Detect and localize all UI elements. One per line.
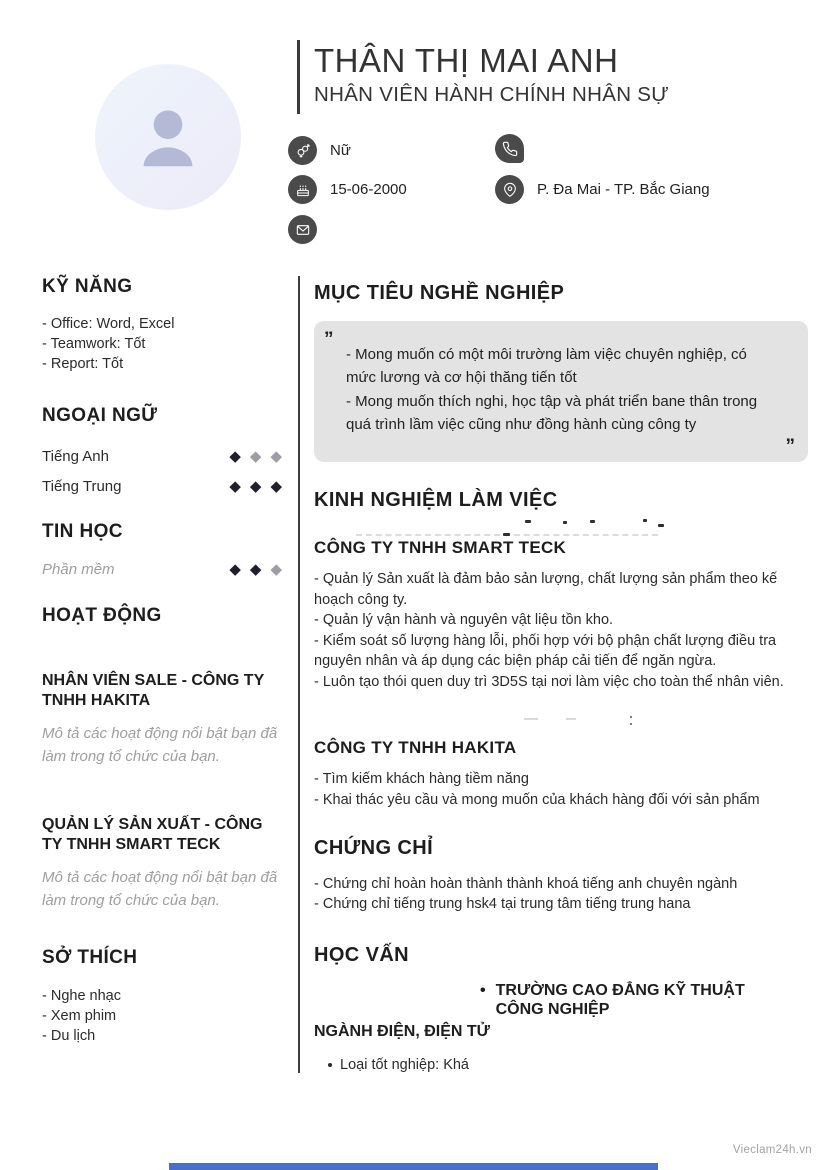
- location-pin-icon: [495, 175, 524, 204]
- language-label: Tiếng Anh: [42, 448, 109, 465]
- main-column: [298, 276, 808, 1073]
- software-label: Phần mềm: [42, 561, 115, 578]
- sidebar: [42, 276, 282, 1046]
- name-block: [297, 40, 669, 114]
- objective-quote-box: [314, 321, 808, 462]
- contact-phone: [495, 134, 537, 163]
- company-name: CÔNG TY TNHH HAKITA: [314, 738, 517, 758]
- language-label: Tiếng Trung: [42, 478, 122, 495]
- activity-description: Mô tả các hoạt động nổi bật bạn đã làm trong tổ chức của bạn.: [42, 869, 278, 909]
- birthday-cake-icon: [288, 175, 317, 204]
- open-quote-icon: ”: [324, 329, 333, 350]
- close-quote-icon: ”: [785, 436, 794, 457]
- bullet-icon: •: [480, 981, 486, 999]
- level-diamond-icon: ◆: [249, 561, 262, 578]
- hobby-item: - Du lịch: [42, 1028, 96, 1045]
- person-icon: [129, 98, 207, 176]
- skills-heading: KỸ NĂNG: [42, 276, 133, 297]
- skill-item: - Report: Tốt: [42, 356, 124, 372]
- objective-heading: MỤC TIÊU NGHỀ NGHIỆP: [314, 282, 565, 304]
- software-level: [229, 562, 282, 577]
- job-title: NHÂN VIÊN HÀNH CHÍNH NHÂN SỰ: [314, 83, 670, 107]
- language-level: [229, 449, 282, 464]
- education-major: NGÀNH ĐIỆN, ĐIỆN TỬ: [314, 1023, 490, 1041]
- experience-bullet: - Kiểm soát số lượng hàng lỗi, phối hợp với bộ phận chất lượng điều tra nguyên nhân và áp dụng các biện pháp cải tiến để ngăn ngừa.: [314, 632, 777, 670]
- activities-heading: HOẠT ĐỘNG: [42, 605, 162, 626]
- level-diamond-icon: ◆: [270, 448, 282, 465]
- phone-icon: [495, 134, 524, 163]
- level-diamond-icon: ◆: [249, 448, 262, 465]
- software-row: [42, 561, 282, 578]
- level-diamond-icon: ◆: [270, 561, 282, 578]
- hobbies-heading: SỞ THÍCH: [42, 947, 138, 969]
- language-level: [229, 479, 282, 494]
- hobby-item: - Xem phim: [42, 1008, 117, 1025]
- birthday-value: 15-06-2000: [330, 181, 407, 198]
- skill-item: - Teamwork: Tốt: [42, 336, 146, 352]
- education-grade: [314, 1057, 808, 1073]
- avatar: [95, 64, 241, 210]
- level-diamond-icon: ◆: [229, 448, 241, 465]
- education-school: [480, 981, 780, 1019]
- gender-value: Nữ: [330, 142, 351, 159]
- education-heading: HỌC VẤN: [314, 943, 410, 966]
- erased-text-artifact: [314, 714, 808, 732]
- language-row: [42, 448, 282, 465]
- contact-birthday: [288, 175, 407, 204]
- address-value: P. Đa Mai - TP. Bắc Giang: [537, 181, 710, 198]
- gender-icon: [288, 136, 317, 165]
- erased-text-artifact: [314, 512, 808, 538]
- hobby-item: - Nghe nhạc: [42, 988, 121, 1005]
- certificate-item: - Chứng chỉ hoàn hoàn thành thành khoá tiếng anh chuyên ngành: [314, 875, 738, 892]
- level-diamond-icon: ◆: [270, 478, 282, 495]
- page-title: THÂN THỊ MAI ANH: [314, 42, 619, 79]
- experience-bullet: - Tìm kiếm khách hàng tiềm năng: [314, 771, 529, 788]
- activity-title: NHÂN VIÊN SALE - CÔNG TY TNHH HAKITA: [42, 672, 264, 709]
- it-heading: TIN HỌC: [42, 521, 123, 542]
- languages-heading: NGOẠI NGỮ: [42, 405, 158, 426]
- objective-line: - Mong muốn có một môi trường làm việc chuyên nghiệp, có mức lương và cơ hội thăng tiến tốt: [346, 346, 747, 387]
- skill-item: - Office: Word, Excel: [42, 316, 175, 332]
- certificates-heading: CHỨNG CHỈ: [314, 836, 434, 859]
- bullet-icon: [328, 1063, 332, 1067]
- bottom-accent-bar: [169, 1163, 658, 1170]
- objective-line: - Mong muốn thích nghi, học tập và phát triển bane thân trong quá trình lầm việc cũng như đồng hành cùng công ty: [346, 392, 758, 433]
- activity-description: Mô tả các hoạt động nổi bật bạn đã làm trong tổ chức của bạn.: [42, 725, 278, 765]
- certificate-item: - Chứng chỉ tiếng trung hsk4 tại trung tâm tiếng trung hana: [314, 896, 691, 913]
- level-diamond-icon: ◆: [249, 478, 262, 495]
- contact-gender: [288, 136, 351, 165]
- experience-bullet: - Khai thác yêu cầu và mong muốn của khách hàng đối với sản phẩm: [314, 792, 760, 809]
- contact-email: [288, 215, 330, 244]
- school-name: TRƯỜNG CAO ĐẲNG KỸ THUẬT CÔNG NGHIỆP: [495, 981, 745, 1018]
- watermark: Vieclam24h.vn: [732, 1144, 812, 1156]
- experience-bullet: - Quản lý vận hành và nguyên vật liệu tồn kho.: [314, 612, 614, 629]
- company-name: CÔNG TY TNHH SMART TECK: [314, 538, 567, 557]
- experience-bullet: - Luôn tạo thói quen duy trì 3D5S tại nơi làm việc cho toàn thể nhân viên.: [314, 673, 784, 690]
- level-diamond-icon: ◆: [229, 561, 241, 578]
- level-diamond-icon: ◆: [229, 478, 241, 495]
- grade-value: Loại tốt nghiệp: Khá: [340, 1057, 469, 1074]
- contact-address: [495, 175, 710, 204]
- experience-heading: KINH NGHIỆM LÀM VIỆC: [314, 489, 558, 511]
- activity-title: QUẢN LÝ SẢN XUẤT - CÔNG TY TNHH SMART TECK: [42, 816, 263, 853]
- envelope-icon: [288, 215, 317, 244]
- experience-bullet: - Quản lý Sản xuất là đảm bảo sản lượng, chất lượng sản phẩm theo kế hoạch công ty.: [314, 571, 778, 608]
- language-row: [42, 478, 282, 495]
